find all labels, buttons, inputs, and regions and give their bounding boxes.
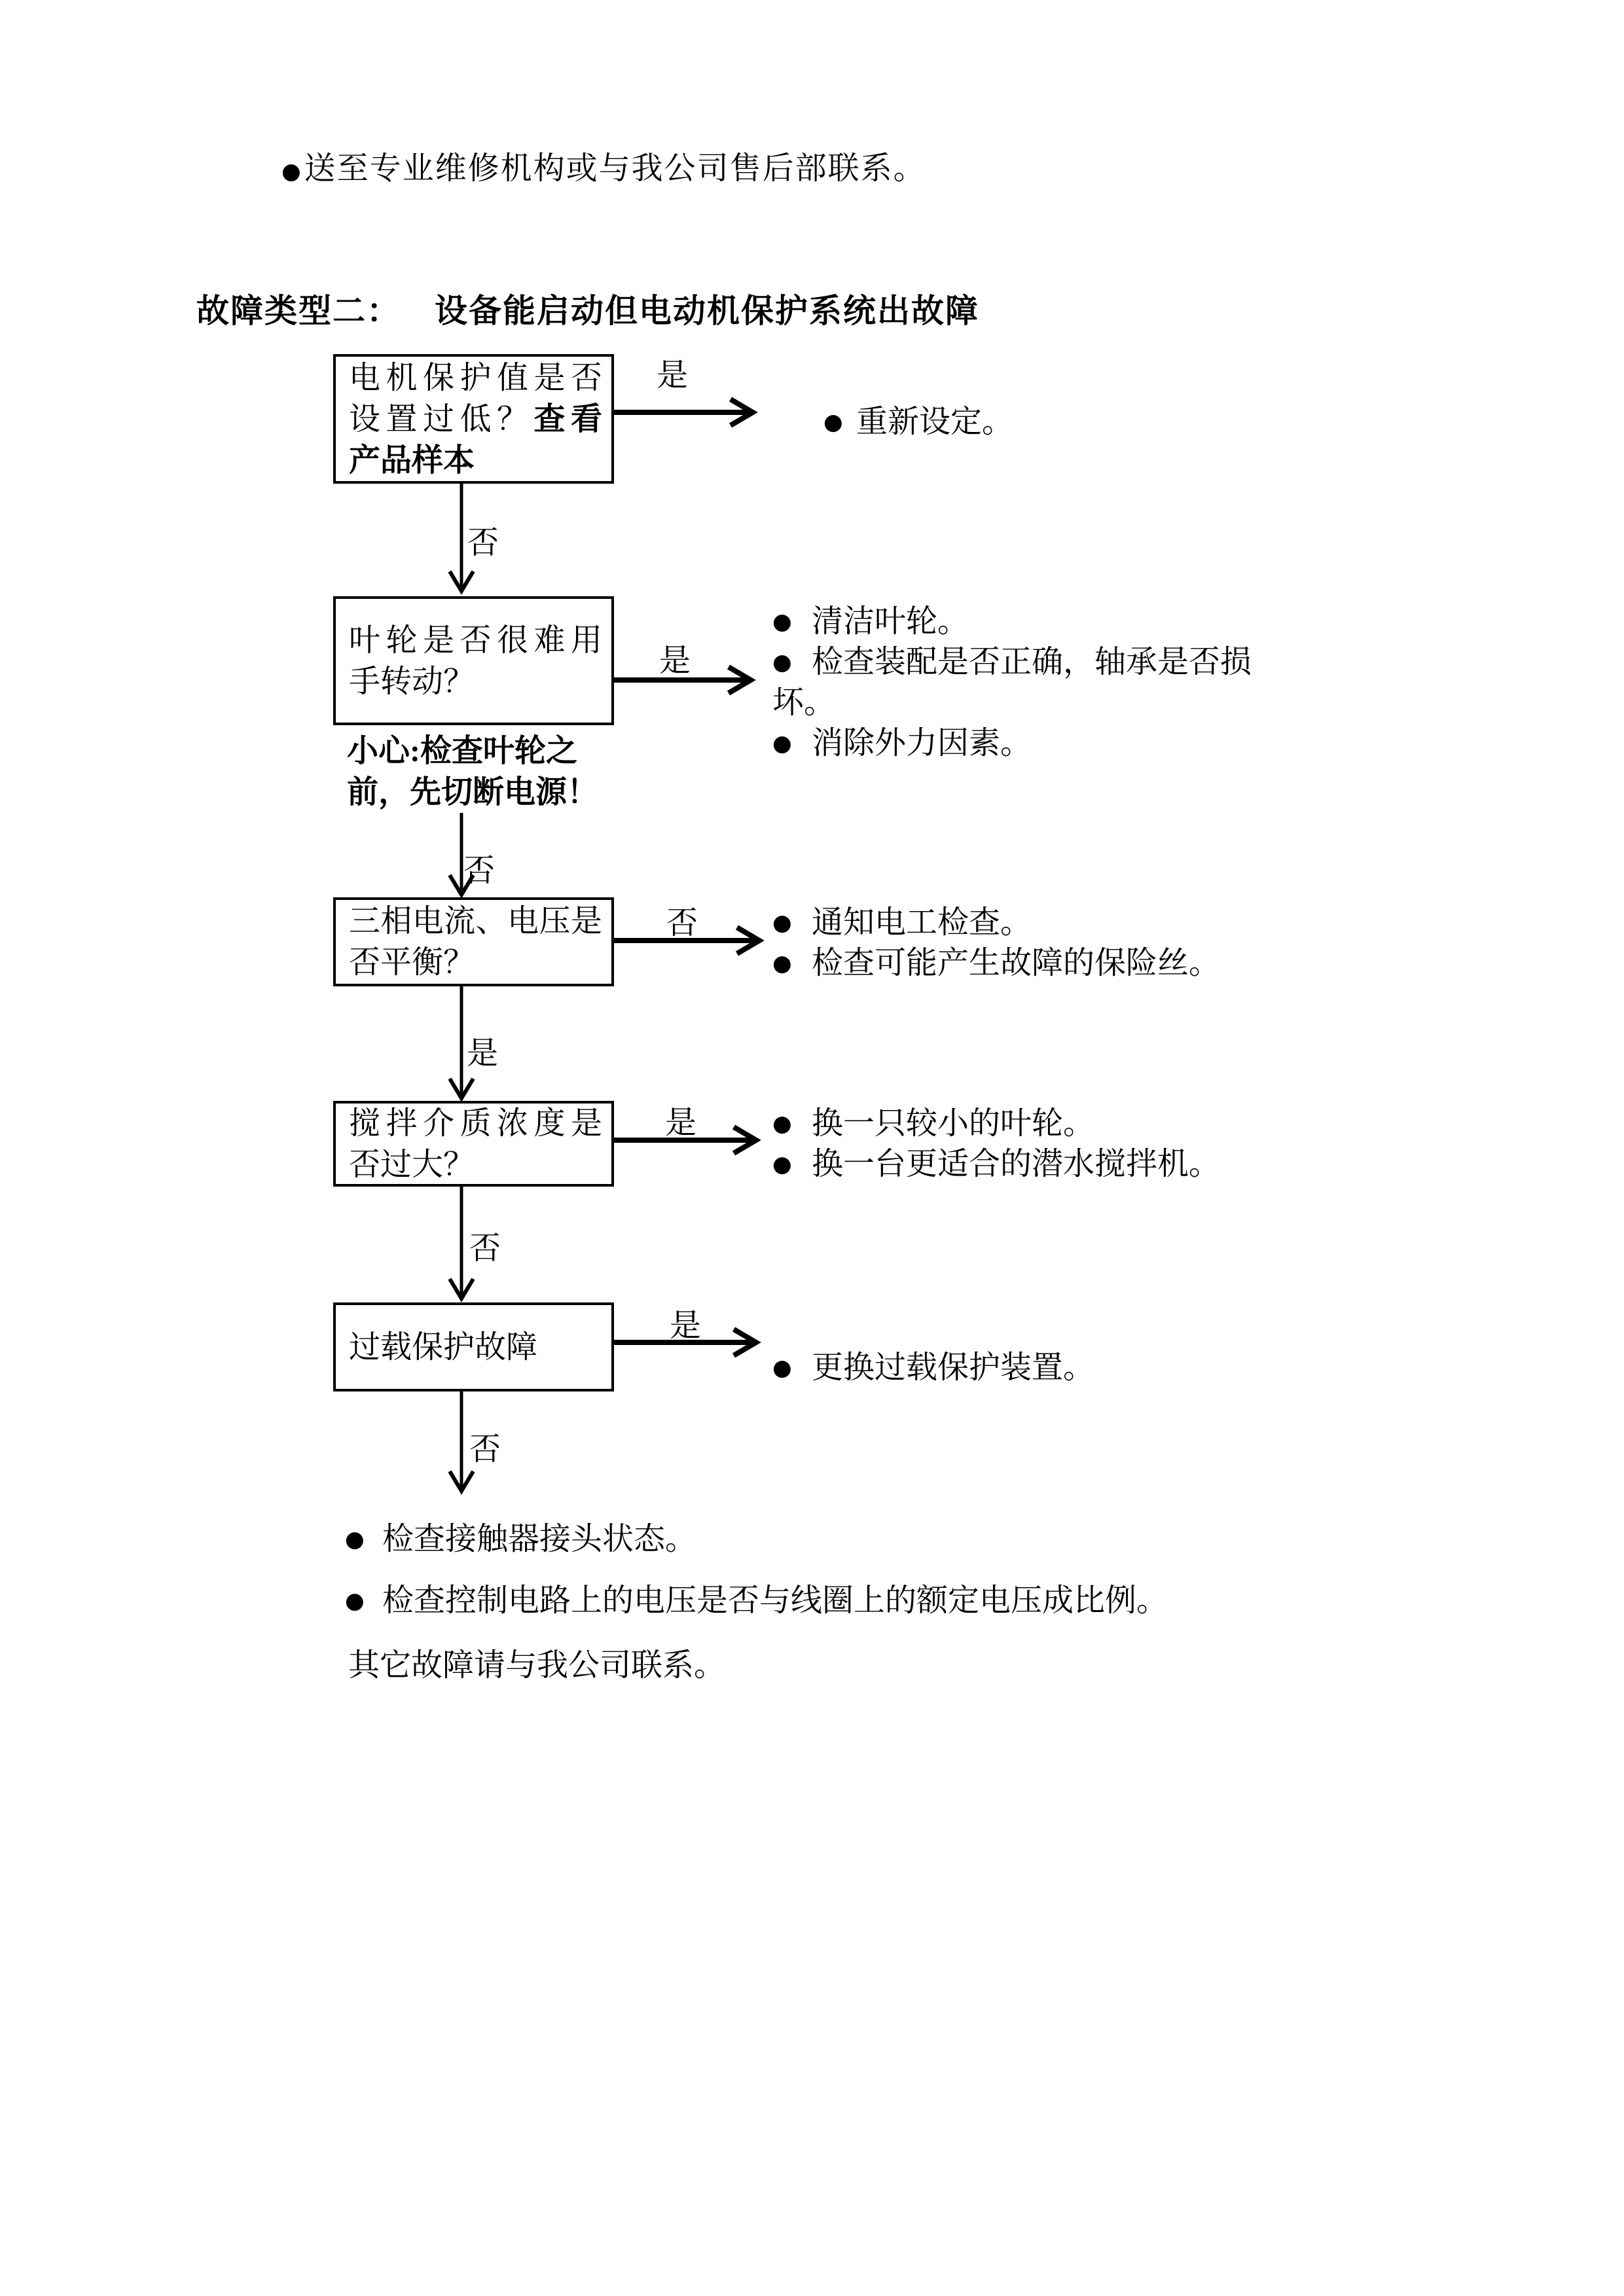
list-item — [772, 1348, 1094, 1388]
footer-note-text: 其它故障请与我公司联系。 — [348, 1648, 726, 1683]
box-line: 三相电流、电压是 — [349, 904, 602, 939]
edge-label-overload-no: 否 — [469, 1432, 501, 1467]
box-line: 否平衡？ — [349, 945, 475, 980]
list-item-text: 通知电工检查。 — [812, 905, 1032, 940]
caution-note — [347, 730, 598, 813]
list-item-text: 检查控制电路上的电压是否与线圈上的额定电压成比例。 — [382, 1583, 1168, 1618]
section-heading — [196, 295, 979, 327]
bullet-icon: ● — [772, 1151, 792, 1177]
action-list-reset — [823, 402, 1013, 442]
action-list-medium — [772, 1103, 1220, 1185]
intro-text: 送至专业维修机构或与我公司售后部联系。 — [304, 151, 926, 186]
footer-list — [345, 1519, 1327, 1702]
bullet-icon: ● — [345, 1526, 365, 1552]
list-item-text: 检查接触器接头状态。 — [382, 1522, 697, 1556]
box-line: 手转动？ — [349, 664, 475, 699]
list-item — [772, 601, 1252, 642]
bullet-icon: ● — [772, 730, 792, 757]
list-item — [772, 1144, 1220, 1185]
bullet-icon: ● — [772, 1111, 792, 1137]
edge-label-overload-yes: 是 — [670, 1308, 702, 1343]
bullet-icon: ● — [823, 409, 843, 435]
list-item — [772, 723, 1252, 764]
action-list-impeller — [772, 601, 1252, 764]
list-item-text: 重新设定。 — [856, 404, 1014, 439]
bullet-icon: ● — [281, 158, 302, 185]
box-line-bold: 查看 — [533, 401, 602, 437]
list-item — [823, 402, 1013, 442]
action-list-electrician — [772, 903, 1220, 984]
heading-title: 设备能启动但电动机保护系统出故障 — [435, 293, 979, 329]
list-item-text: 换一台更适合的潜水搅拌机。 — [812, 1147, 1221, 1181]
decision-box-impeller-rotation — [333, 596, 614, 725]
box-line: 电机保护值是否 — [349, 360, 602, 395]
decision-box-phase-balance — [333, 897, 614, 986]
decision-box-overload-protection — [333, 1302, 614, 1391]
list-item — [772, 642, 1252, 683]
bullet-icon: ● — [772, 609, 792, 635]
footer-note — [345, 1645, 725, 1686]
bullet-icon: ● — [772, 950, 792, 977]
list-item-wrap — [772, 683, 1252, 723]
box-line-normal: 设置过低？ — [349, 401, 534, 437]
decision-box-medium-concentration — [333, 1101, 614, 1187]
edge-label-impeller-no: 否 — [463, 853, 496, 888]
bullet-icon: ● — [772, 1355, 792, 1381]
list-item-text: 消除外力因素。 — [812, 726, 1032, 761]
list-item — [345, 1519, 696, 1560]
bullet-icon: ● — [345, 1588, 365, 1614]
list-item — [772, 903, 1220, 943]
edge-label-medium-yes: 是 — [665, 1105, 697, 1140]
list-item-text: 坏。 — [772, 685, 836, 720]
list-item-text: 清洁叶轮。 — [812, 604, 969, 639]
edge-label-impeller-yes: 是 — [659, 643, 691, 678]
list-item — [772, 1103, 1220, 1144]
list-item — [772, 943, 1220, 984]
box-line: 过载保护故障 — [349, 1329, 538, 1365]
caution-line: 前，先切断电源！ — [347, 775, 599, 810]
edge-label-protection-no: 否 — [467, 526, 499, 560]
caution-line: 小心:检查叶轮之 — [347, 734, 577, 768]
bullet-icon: ● — [772, 910, 792, 936]
box-line: 叶轮是否很难用 — [349, 622, 602, 658]
edge-label-protection-yes: 是 — [657, 358, 689, 393]
edge-label-medium-no: 否 — [469, 1231, 501, 1266]
box-line — [349, 399, 602, 440]
intro-bullet-item — [281, 152, 926, 188]
decision-box-protection-value — [333, 354, 614, 484]
box-line: 产品样本 — [349, 442, 475, 478]
list-item — [345, 1581, 1168, 1621]
box-line: 搅拌介质浓度是 — [349, 1105, 602, 1141]
edge-label-phase-yes: 是 — [467, 1036, 499, 1071]
heading-label: 故障类型二： — [196, 293, 401, 329]
arrow-protection-yes — [614, 399, 753, 425]
bullet-icon: ● — [772, 649, 792, 675]
list-item-text: 检查装配是否正确，轴承是否损 — [812, 645, 1252, 679]
box-line: 否过大？ — [349, 1147, 475, 1182]
list-item-text: 换一只较小的叶轮。 — [812, 1106, 1095, 1141]
action-list-overload — [772, 1348, 1094, 1388]
edge-label-phase-no: 否 — [666, 906, 698, 941]
list-item-text: 检查可能产生故障的保险丝。 — [812, 946, 1221, 980]
list-item-text: 更换过载保护装置。 — [812, 1350, 1095, 1385]
